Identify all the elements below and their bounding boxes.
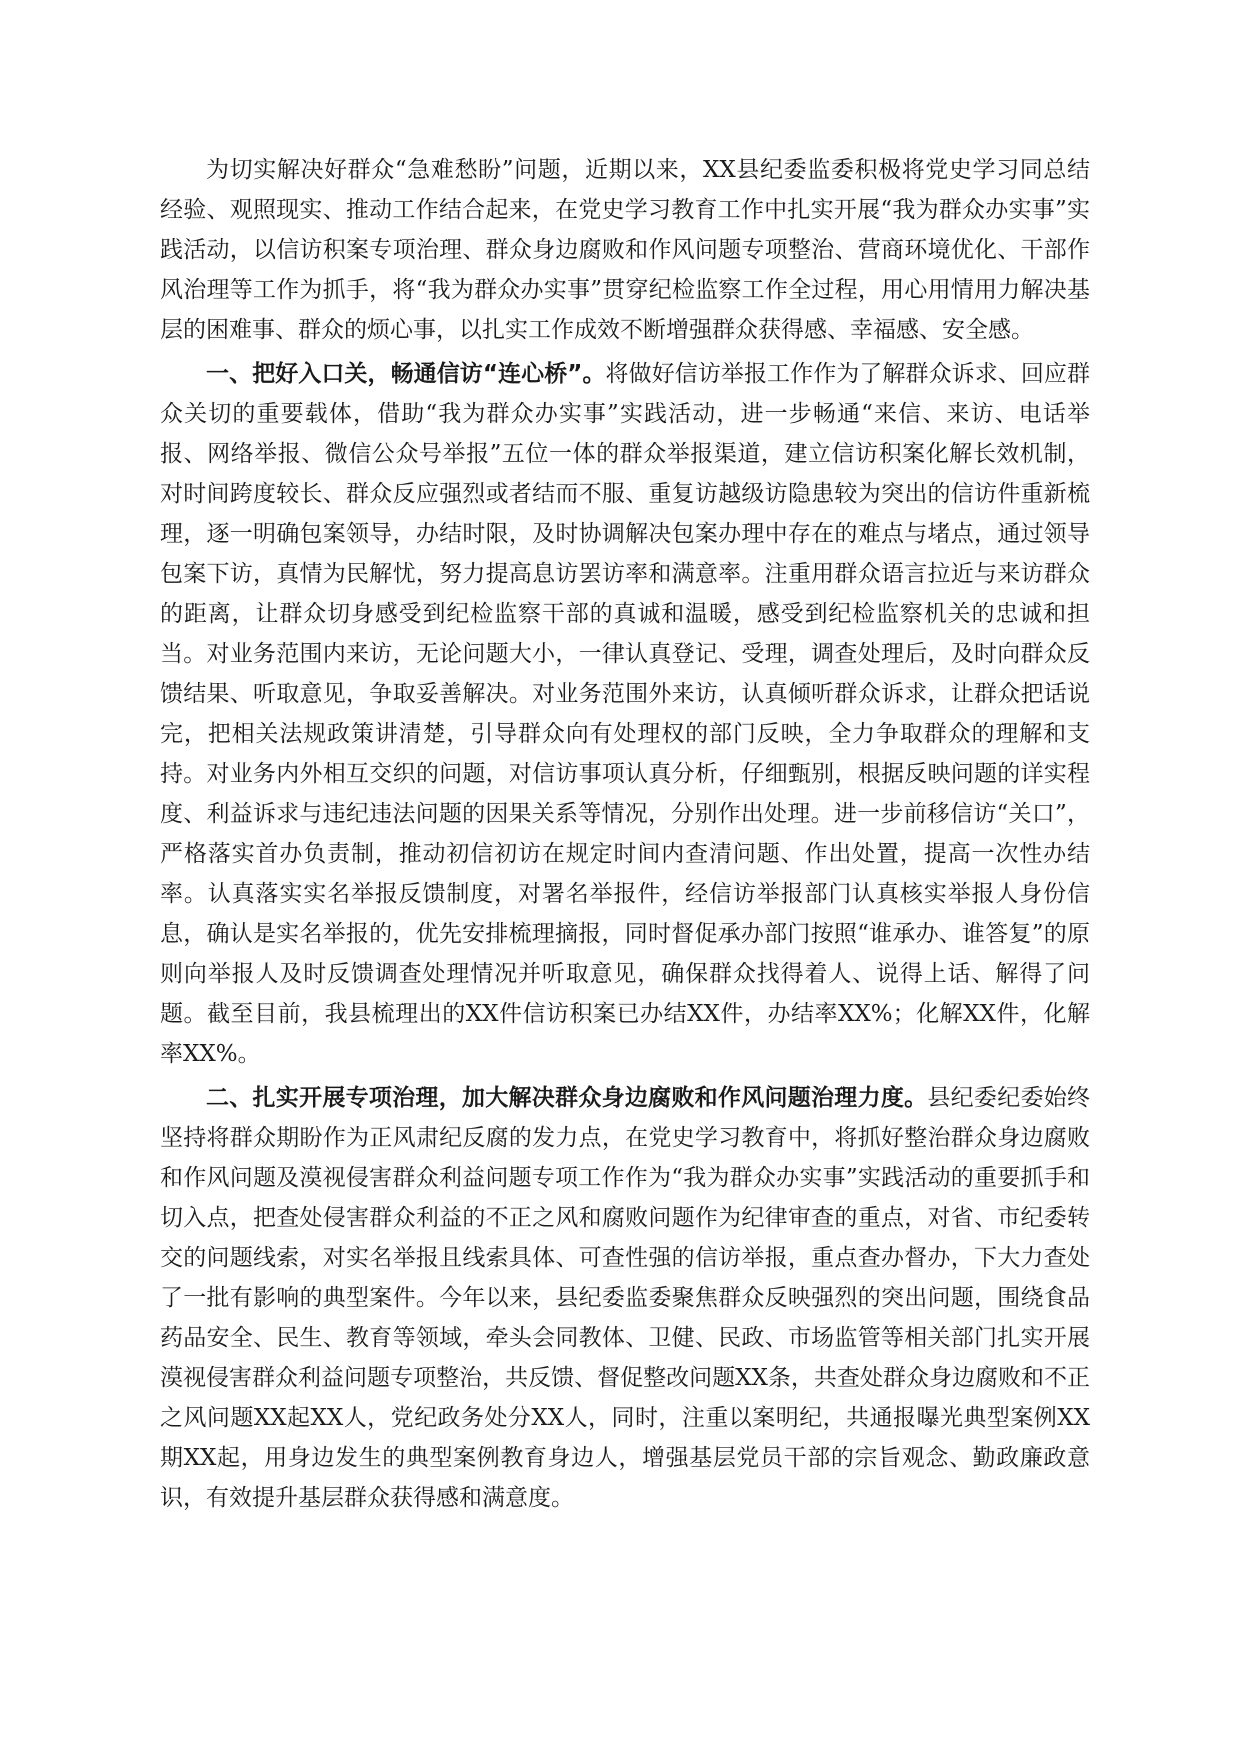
section-2-heading: 二、扎实开展专项治理，加大解决群众身边腐败和作风问题治理力度。 (206, 1085, 928, 1111)
document-page (160, 150, 1090, 1522)
section-1-body: 将做好信访举报工作作为了解群众诉求、回应群众关切的重要载体，借助“我为群众办实事”实践活动，进一步畅通“来信、来访、电话举报、网络举报、微信公众号举报”五位一体的群众举报渠道，建立信访积案化解长效机制，对时间跨度较长、群众反应强烈或者结而不服、重复访越级访隐患较为突出的信访件重新梳理，逐一明确包案领导，办结时限，及时协调解决包案办理中存在的难点与堵点，通过领导包案下访，真情为民解忧，努力提高息访罢访率和满意率。注重用群众语言拉近与来访群众的距离，让群众切身感受到纪检监察干部的真诚和温暖，感受到纪检监察机关的忠诚和担当。对业务范围内来访，无论问题大小，一律认真登记、受理，调查处理后，及时向群众反馈结果、听取意见，争取妥善解决。对业务范围外来访，认真倾听群众诉求，让群众把话说完，把相关法规政策讲清楚，引导群众向有处理权的部门反映，全力争取群众的理解和支持。对业务内外相互交织的问题，对信访事项认真分析，仔细甄别，根据反映问题的详实程度、利益诉求与违纪违法问题的因果关系等情况，分别作出处理。进一步前移信访“关口”，严格落实首办负责制，推动初信初访在规定时间内查清问题、作出处置，提高一次性办结率。认真落实实名举报反馈制度，对署名举报件，经信访举报部门认真核实举报人身份信息，确认是实名举报的，优先安排梳理摘报，同时督促承办部门按照“谁承办、谁答复”的原则向举报人及时反馈调查处理情况并听取意见，确保群众找得着人、说得上话、解得了问题。截至目前，我县梳理出的XX件信访积案已办结XX件，办结率XX%；化解XX件，化解率XX%。 (160, 361, 1091, 1067)
intro-paragraph: 为切实解决好群众“急难愁盼”问题，近期以来，XX县纪委监委积极将党史学习同总结经验、观照现实、推动工作结合起来，在党史学习教育工作中扎实开展“我为群众办实事”实践活动，以信访积案专项治理、群众身边腐败和作风问题专项整治、营商环境优化、干部作风治理等工作为抓手，将“我为群众办实事”贯穿纪检监察工作全过程，用心用情用力解决基层的困难事、群众的烦心事，以扎实工作成效不断增强群众获得感、幸福感、安全感。 (160, 157, 1090, 343)
section-2-body: 县纪委纪委始终坚持将群众期盼作为正风肃纪反腐的发力点，在党史学习教育中，将抓好整治群众身边腐败和作风问题及漠视侵害群众利益问题专项工作作为“我为群众办实事”实践活动的重要抓手和切入点，把查处侵害群众利益的不正之风和腐败问题作为纪律审查的重点，对省、市纪委转交的问题线索，对实名举报且线索具体、可查性强的信访举报，重点查办督办，下大力查处了一批有影响的典型案件。今年以来，县纪委监委聚焦群众反映强烈的突出问题，围绕食品药品安全、民生、教育等领域，牵头会同教体、卫健、民政、市场监管等相关部门扎实开展漠视侵害群众利益问题专项整治，共反馈、督促整改问题XX条，共查处群众身边腐败和不正之风问题XX起XX人，党纪政务处分XX人，同时，注重以案明纪，共通报曝光典型案例XX期XX起，用身边发生的典型案例教育身边人，增强基层党员干部的宗旨观念、勤政廉政意识，有效提升基层群众获得感和满意度。 (160, 1085, 1091, 1511)
section-1-paragraph (160, 354, 1090, 1074)
section-2-paragraph (160, 1078, 1090, 1518)
section-1-heading: 一、把好入口关，畅通信访“连心桥”。 (206, 361, 606, 387)
